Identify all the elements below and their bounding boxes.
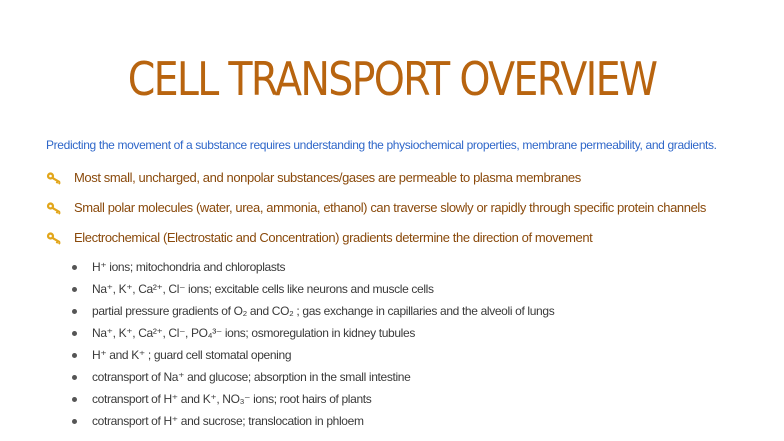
sub-bullet <box>70 326 554 348</box>
sub-bullet <box>70 392 554 414</box>
sub-bullet <box>70 260 554 282</box>
intro-text: Predicting the movement of a substance requires understanding the physiochemical properties, membrane permeability, and gradients. <box>46 138 717 152</box>
sub-bullet <box>70 370 554 392</box>
key-icon <box>46 231 62 245</box>
bullet-dot-icon <box>72 265 77 270</box>
sub-bullet-text: cotransport of Na⁺ and glucose; absorption in the small intestine <box>92 370 411 384</box>
bullet-dot-icon <box>72 397 77 402</box>
sub-bullet-list <box>70 260 554 436</box>
key-icon <box>46 171 62 185</box>
sub-bullet-text: H⁺ and K⁺ ; guard cell stomatal opening <box>92 348 292 362</box>
bullet-dot-icon <box>72 309 77 314</box>
slide-title: CELL TRANSPORT OVERVIEW <box>127 52 657 106</box>
key-bullet-text: Most small, uncharged, and nonpolar substances/gases are permeable to plasma membranes <box>74 170 581 185</box>
sub-bullet-text: Na⁺, K⁺, Ca²⁺, Cl⁻, PO₄³⁻ ions; osmoregulation in kidney tubules <box>92 326 415 340</box>
sub-bullet-text: Na⁺, K⁺, Ca²⁺, Cl⁻ ions; excitable cells like neurons and muscle cells <box>92 282 434 296</box>
key-bullet-list <box>46 170 706 260</box>
sub-bullet-text: cotransport of H⁺ and sucrose; translocation in phloem <box>92 414 364 428</box>
sub-bullet <box>70 304 554 326</box>
sub-bullet <box>70 348 554 370</box>
bullet-dot-icon <box>72 375 77 380</box>
bullet-dot-icon <box>72 287 77 292</box>
key-icon <box>46 201 62 215</box>
key-bullet <box>46 170 706 200</box>
key-bullet-text: Small polar molecules (water, urea, ammonia, ethanol) can traverse slowly or rapidly through specific protein channels <box>74 200 707 215</box>
sub-bullet <box>70 414 554 436</box>
key-bullet <box>46 200 706 230</box>
key-bullet-text: Electrochemical (Electrostatic and Concentration) gradients determine the direction of movement <box>74 230 593 245</box>
sub-bullet-text: partial pressure gradients of O₂ and CO₂ ; gas exchange in capillaries and the alveoli of lungs <box>92 304 555 318</box>
bullet-dot-icon <box>72 353 77 358</box>
sub-bullet-text: H⁺ ions; mitochondria and chloroplasts <box>92 260 286 274</box>
bullet-dot-icon <box>72 419 77 424</box>
sub-bullet <box>70 282 554 304</box>
sub-bullet-text: cotransport of H⁺ and K⁺, NO₃⁻ ions; root hairs of plants <box>92 392 372 406</box>
key-bullet <box>46 230 706 260</box>
bullet-dot-icon <box>72 331 77 336</box>
